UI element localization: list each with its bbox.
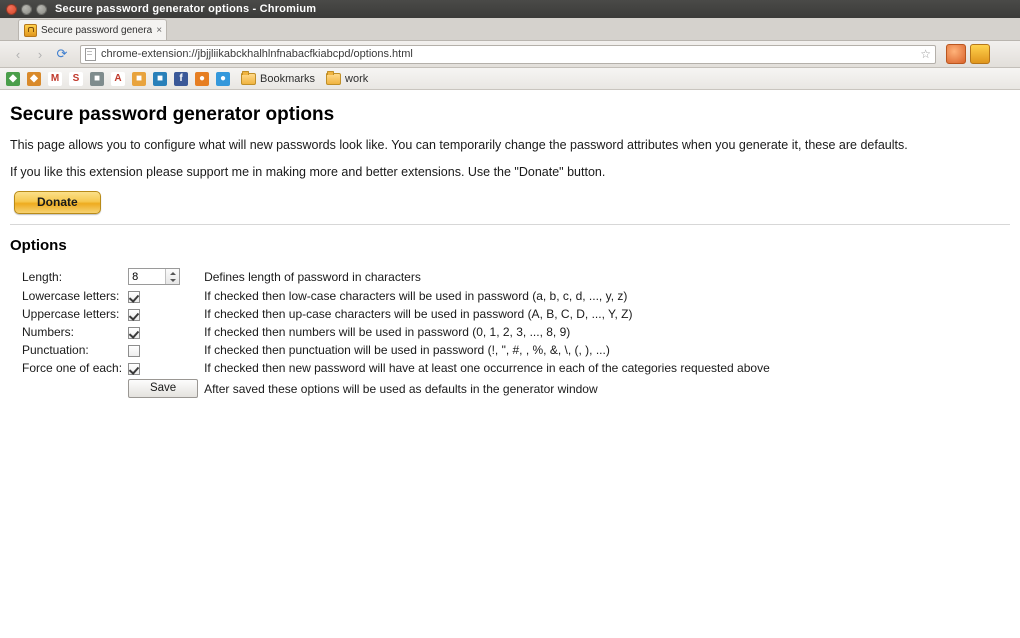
- tab-options-page[interactable]: [18, 19, 167, 40]
- force-one-of-each-control-cell: [128, 359, 204, 377]
- numbers-checkbox[interactable]: [128, 327, 140, 339]
- lock-icon: [24, 24, 37, 37]
- force-one-of-each-checkbox[interactable]: [128, 363, 140, 375]
- bookmark-icon-11[interactable]: ●: [216, 72, 230, 86]
- length-description: Defines length of password in characters: [204, 269, 421, 284]
- lowercase-label: Lowercase letters:: [22, 289, 120, 304]
- table-row: [22, 287, 776, 305]
- extension-icon-1[interactable]: [946, 44, 966, 64]
- uppercase-label: Uppercase letters:: [22, 307, 120, 322]
- bookmarks-bar: [0, 68, 1020, 90]
- stepper-arrows-icon[interactable]: [165, 269, 179, 284]
- table-row: [22, 359, 776, 377]
- title-bar: [0, 0, 1020, 18]
- bookmark-icon-4[interactable]: S: [69, 72, 83, 86]
- window-title: Secure password generator options - Chromium: [55, 3, 317, 15]
- table-row: [22, 266, 776, 287]
- punctuation-checkbox[interactable]: [128, 345, 140, 357]
- folder-icon: [241, 73, 256, 85]
- options-section-title: Options: [10, 237, 67, 255]
- donate-container: [14, 191, 1010, 214]
- save-control-cell: [128, 377, 204, 400]
- tab-strip: [0, 18, 1020, 41]
- donate-button[interactable]: Donate: [14, 191, 101, 214]
- bookmark-icon-8[interactable]: ■: [153, 72, 167, 86]
- length-label: Length:: [22, 269, 63, 284]
- bookmark-icon-9[interactable]: f: [174, 72, 188, 86]
- punctuation-description: If checked then punctuation will be used in password (!, ", #, , %, &, \, (, ), ...): [204, 343, 610, 358]
- minimize-window-button[interactable]: [21, 4, 32, 15]
- bookmarks-folder[interactable]: [241, 73, 315, 85]
- bookmark-star-icon[interactable]: ☆: [920, 47, 931, 61]
- uppercase-checkbox[interactable]: [128, 309, 140, 321]
- page-title: Secure password generator options: [10, 104, 335, 125]
- table-row: [22, 341, 776, 359]
- lowercase-description: If checked then low-case characters will be used in password (a, b, c, d, ..., y, z): [204, 289, 628, 304]
- length-stepper[interactable]: [128, 268, 180, 285]
- bookmark-icon-6[interactable]: A: [111, 72, 125, 86]
- length-value: 8: [132, 270, 139, 283]
- bookmark-icon-2[interactable]: ◆: [27, 72, 41, 86]
- table-row: [22, 377, 776, 400]
- window-controls: [6, 4, 47, 15]
- uppercase-description: If checked then up-case characters will be used in password (A, B, C, D, ..., Y, Z): [204, 307, 633, 322]
- options-table: [22, 266, 776, 400]
- table-row: [22, 305, 776, 323]
- page-content: [0, 90, 1020, 638]
- chrome-menu-icon[interactable]: [994, 45, 1012, 63]
- close-tab-icon[interactable]: ×: [156, 24, 163, 36]
- force-one-of-each-description: If checked then new password will have at least one occurrence in each of the categories requested above: [204, 361, 770, 376]
- bookmark-icon-10[interactable]: ●: [195, 72, 209, 86]
- address-bar[interactable]: [80, 45, 936, 64]
- work-folder-label: work: [345, 72, 369, 85]
- table-row: [22, 323, 776, 341]
- tab-label: Secure password genera: [41, 24, 153, 36]
- intro-paragraph-2: If you like this extension please support me in making more and better extensions. Use the "Donate" button.: [10, 164, 606, 179]
- browser-toolbar: [0, 41, 1020, 68]
- folder-icon: [326, 73, 341, 85]
- bookmark-icon-7[interactable]: ■: [132, 72, 146, 86]
- page-info-icon[interactable]: [85, 48, 96, 61]
- numbers-description: If checked then numbers will be used in password (0, 1, 2, 3, ..., 8, 9): [204, 325, 571, 340]
- bookmark-icon-3[interactable]: M: [48, 72, 62, 86]
- save-description: After saved these options will be used as defaults in the generator window: [204, 381, 598, 396]
- back-icon[interactable]: ‹: [15, 46, 21, 62]
- extension-icon-lock[interactable]: [970, 44, 990, 64]
- numbers-label: Numbers:: [22, 325, 75, 340]
- forward-icon[interactable]: ›: [37, 46, 43, 62]
- url-text: chrome-extension://jbjjliikabckhalhlnfnabacfkiabcpd/options.html: [101, 48, 413, 60]
- divider: [10, 224, 1010, 225]
- save-button[interactable]: Save: [128, 379, 198, 398]
- maximize-window-button[interactable]: [36, 4, 47, 15]
- numbers-control-cell: [128, 323, 204, 341]
- length-control-cell: [128, 266, 204, 287]
- punctuation-control-cell: [128, 341, 204, 359]
- uppercase-control-cell: [128, 305, 204, 323]
- punctuation-label: Punctuation:: [22, 343, 89, 358]
- close-window-button[interactable]: [6, 4, 17, 15]
- lowercase-checkbox[interactable]: [128, 291, 140, 303]
- intro-paragraph-1: This page allows you to configure what will new passwords look like. You can temporarily change the password attributes when you generate it, these are defaults.: [10, 138, 908, 152]
- lowercase-control-cell: [128, 287, 204, 305]
- bookmark-icon-5[interactable]: ■: [90, 72, 104, 86]
- bookmark-icon-1[interactable]: ◆: [6, 72, 20, 86]
- bookmarks-folder-label: Bookmarks: [260, 72, 316, 85]
- work-folder[interactable]: [326, 73, 368, 85]
- save-row-spacer: [22, 377, 128, 400]
- reload-icon[interactable]: ⟳: [56, 46, 68, 61]
- force-one-of-each-label: Force one of each:: [22, 361, 123, 376]
